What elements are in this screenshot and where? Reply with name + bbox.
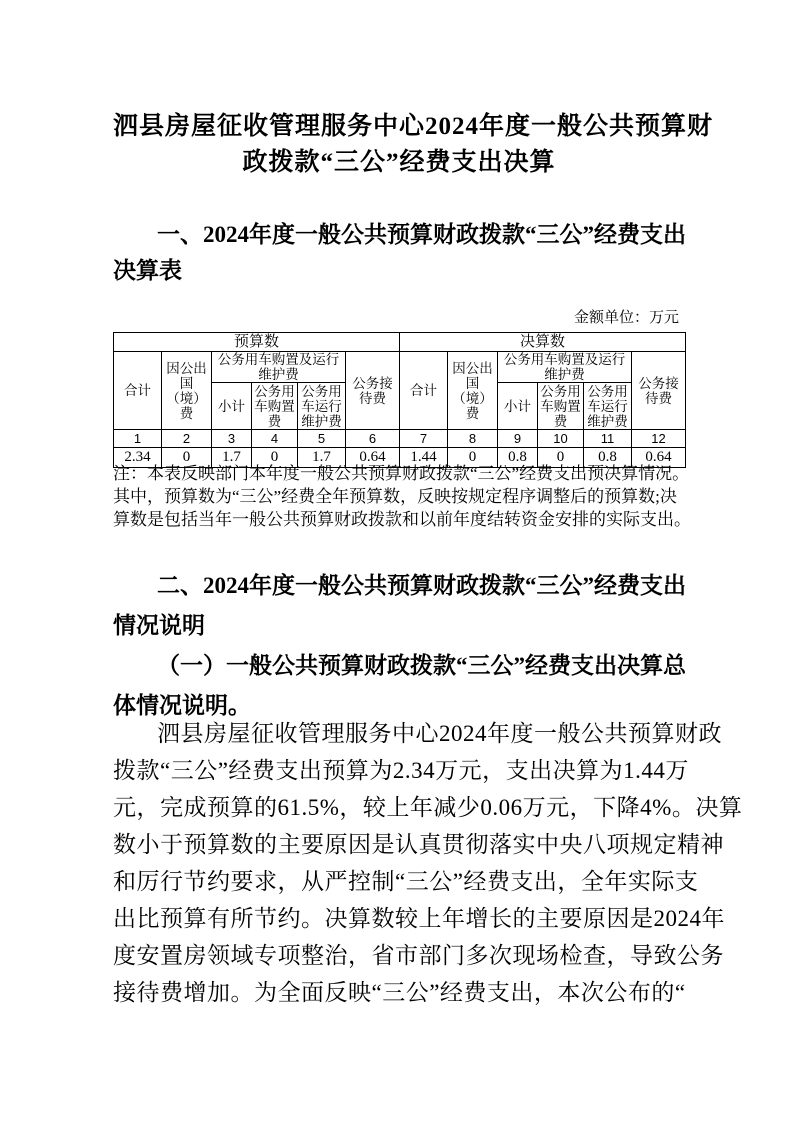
column-index: 8 [448,430,498,448]
value-cell: 0.64 [632,448,686,468]
column-index: 2 [162,430,212,448]
document-title [113,109,714,181]
table-note [113,462,691,531]
body-line: 拨款“三公”经费支出预算为2.34万元，支出决算为1.44万 [113,758,689,783]
amount-unit-label: 金额单位：万元 [573,310,679,326]
section2-heading-line2: 情况说明 [113,613,205,638]
value-cell: 2.34 [114,448,162,468]
section1-heading [113,217,685,289]
section2-sub-heading-line1: （一）一般公共预算财政拨款“三公”经费支出决算总 [157,653,686,678]
value-cell: 0 [252,448,298,468]
budget-operation-header: 公务用车运行维护费 [298,383,346,430]
budget-subtotal-header: 小计 [212,383,252,430]
table-note-line2: 其中，预算数为“三公”经费全年预算数，反映按规定程序调整后的预算数;决 [113,487,677,506]
body-paragraph [113,715,743,1011]
budget-total-header: 合计 [114,352,162,430]
column-index: 11 [584,430,632,448]
table-note-line3: 算数是包括当年一般公共预算财政拨款和以前年度结转资金安排的实际支出。 [113,510,691,529]
column-index: 10 [538,430,584,448]
value-cell: 0 [538,448,584,468]
value-cell: 0 [162,448,212,468]
value-cell: 0 [448,448,498,468]
body-line: 泗县房屋征收管理服务中心2024年度一般公共预算财政 [157,721,722,746]
final-operation-header: 公务用车运行维护费 [584,383,632,430]
value-cell: 1.7 [212,448,252,468]
column-index: 6 [346,430,400,448]
final-group-header: 决算数 [400,333,686,352]
budget-abroad-header: 因公出国（境）费 [162,352,212,430]
column-index: 1 [114,430,162,448]
document-title-line1: 泗县房屋征收管理服务中心2024年度一般公共预算财 [113,113,714,140]
section2-heading-line1: 二、2024年度一般公共预算财政拨款“三公”经费支出 [157,573,686,598]
final-abroad-header: 因公出国（境）费 [448,352,498,430]
column-index: 3 [212,430,252,448]
body-line: 出比预算有所节约。决算数较上年增长的主要原因是2024年 [113,906,725,931]
body-line: 数小于预算数的主要原因是认真贯彻落实中央八项规定精神 [113,832,724,857]
three-public-expense-table [113,332,686,468]
value-cell: 0.8 [498,448,538,468]
column-index: 4 [252,430,298,448]
budget-group-header: 预算数 [114,333,400,352]
value-cell: 0.64 [346,448,400,468]
table-group-header-row [114,333,686,352]
budget-vehicle-group-header: 公务用车购置及运行维护费 [212,352,346,383]
document-title-line2: 政拨款“三公”经费支出决算 [242,149,556,176]
table-note-line1: 注：本表反映部门本年度一般公共预算财政拨款“三公”经费支出预决算情况。 [113,464,690,483]
table-header-row-upper [114,352,686,383]
column-index: 9 [498,430,538,448]
value-cell: 1.44 [400,448,448,468]
column-index: 5 [298,430,346,448]
column-index: 7 [400,430,448,448]
final-vehicle-group-header: 公务用车购置及运行维护费 [498,352,632,383]
section1-heading-line2: 决算表 [113,258,182,283]
body-line: 元，完成预算的61.5%，较上年减少0.06万元，下降4%。决算 [113,795,743,820]
budget-purchase-header: 公务用车购置费 [252,383,298,430]
body-line: 度安置房领域专项整治，省市部门多次现场检查，导致公务 [113,943,724,968]
body-line: 和厉行节约要求，从严控制“三公”经费支出，全年实际支 [113,869,699,894]
final-reception-header: 公务接待费 [632,352,686,430]
body-line: 接待费增加。为全面反映“三公”经费支出，本次公布的“ [113,980,686,1005]
budget-reception-header: 公务接待费 [346,352,400,430]
column-index: 12 [632,430,686,448]
column-index-row [114,430,686,448]
value-cell: 1.7 [298,448,346,468]
value-cell: 0.8 [584,448,632,468]
final-purchase-header: 公务用车购置费 [538,383,584,430]
final-subtotal-header: 小计 [498,383,538,430]
section2-heading [113,566,685,726]
section2-sub-heading-line2: 体情况说明。 [113,693,251,718]
final-total-header: 合计 [400,352,448,430]
section1-heading-line1: 一、2024年度一般公共预算财政拨款“三公”经费支出 [157,222,686,247]
